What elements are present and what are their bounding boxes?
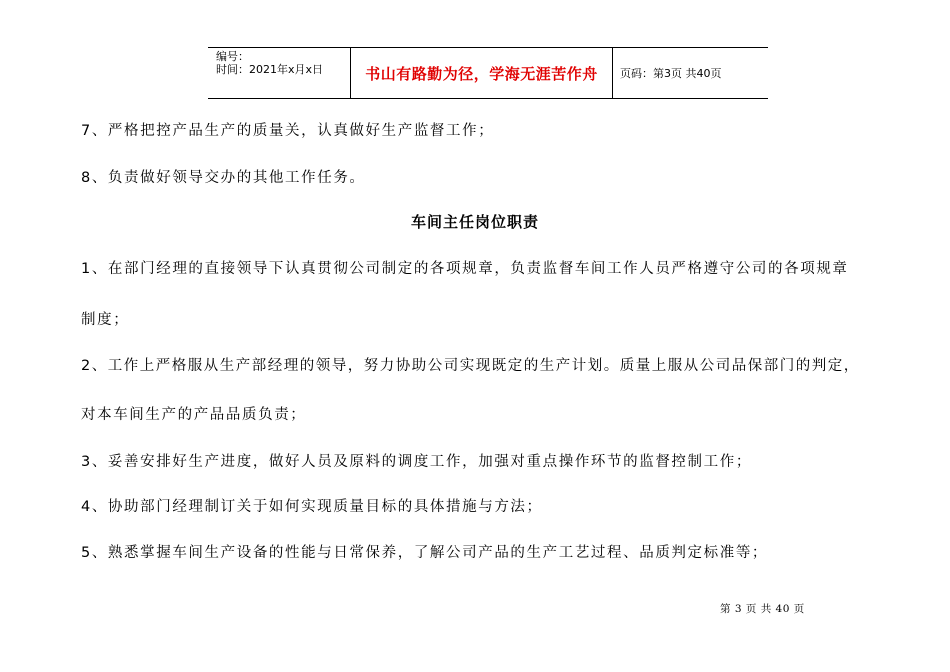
item-2-line-1: 2、工作上严格服从生产部经理的领导，努力协助公司实现既定的生产计划。质量上服从公司品保部门的判定， bbox=[81, 358, 860, 374]
header-meta-cell bbox=[208, 48, 351, 98]
header-page-info: 页码：第3页 共40页 bbox=[620, 67, 722, 80]
number-label: 编号： bbox=[216, 50, 249, 63]
header-motto: 书山有路勤为径，学海无涯苦作舟 bbox=[351, 48, 613, 98]
date-label: 时间：2021年x月x日 bbox=[216, 63, 324, 76]
item-5: 5、熟悉掌握车间生产设备的性能与日常保养，了解公司产品的生产工艺过程、品质判定标准等； bbox=[81, 545, 769, 561]
item-1-line-2: 制度； bbox=[81, 312, 130, 328]
paragraph-8: 8、负责做好领导交办的其他工作任务。 bbox=[81, 170, 366, 186]
item-3: 3、妥善安排好生产进度，做好人员及原料的调度工作，加强对重点操作环节的监督控制工作； bbox=[81, 454, 752, 470]
page-footer: 第 3 页 共 40 页 bbox=[720, 603, 805, 615]
item-1-line-1: 1、在部门经理的直接领导下认真贯彻公司制定的各项规章，负责监督车间工作人员严格遵守公司的各项规章 bbox=[81, 261, 849, 277]
item-2-line-2: 对本车间生产的产品品质负责； bbox=[81, 407, 307, 423]
section-title: 车间主任岗位职责 bbox=[410, 213, 539, 231]
paragraph-7: 7、严格把控产品生产的质量关，认真做好生产监督工作； bbox=[81, 123, 495, 139]
item-4: 4、协助部门经理制订关于如何实现质量目标的具体措施与方法； bbox=[81, 499, 543, 515]
page-header bbox=[208, 47, 768, 99]
